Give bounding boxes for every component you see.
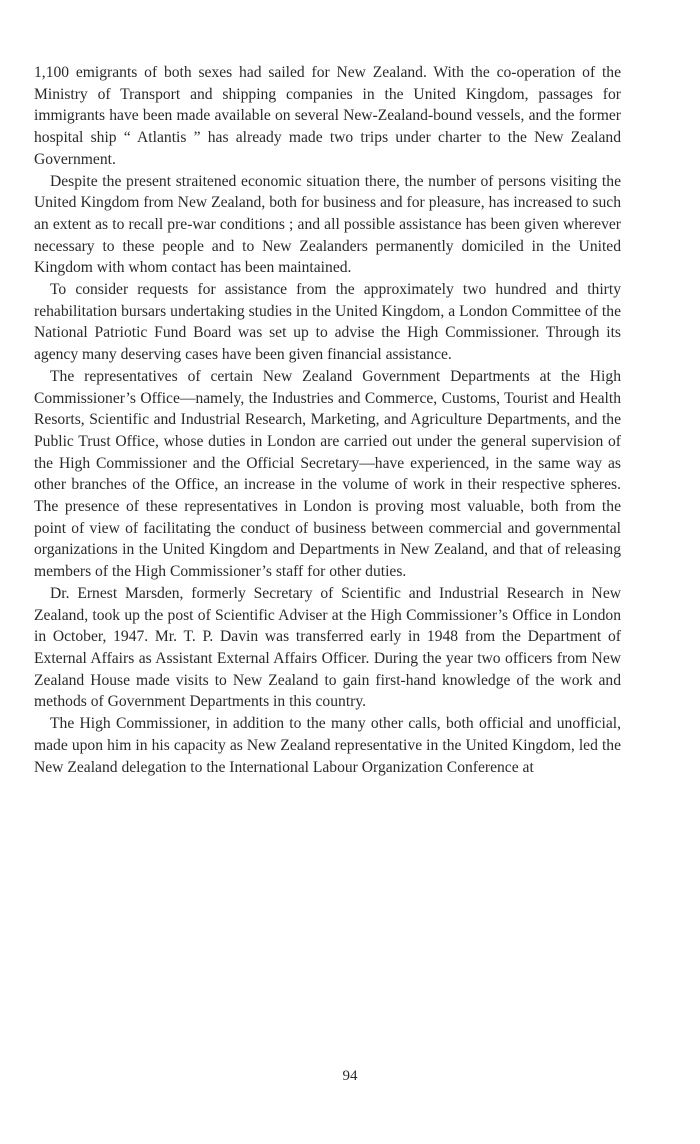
paragraph-representatives: The representatives of certain New Zealand Government Departments at the High Commissioner’s Office—namely, the Industries and Commerce, Customs, Tourist and Health Resorts, Scientific and Industrial Research, Marketing, and Agriculture Departments, and the Public Trust Office, whose duties in London are carried out under the general supervision of the High Commissioner and the Official Secretary—have experienced, in the same way as other branches of the Office, an increase in the volume of work in their respective spheres. The presence of these representatives in London is proving most valuable, both from the point of view of facilitating the conduct of business between commercial and governmental organizations in the United Kingdom and Departments in New Zealand, and that of releasing members of the High Commissioner’s staff for other duties. [34, 367, 621, 581]
page-number: 94 [342, 1068, 358, 1084]
document-page [34, 62, 621, 778]
paragraph-bursars: To consider requests for assistance from the approximately two hundred and thirty rehabilitation bursars undertaking studies in the United Kingdom, a London Committee of the National Patriotic Fund Board was set up to advise the High Commissioner. Through its agency many deserving cases have been given financial assistance. [34, 281, 621, 364]
paragraph-high-commissioner: The High Commissioner, in addition to the many other calls, both official and unofficial, made upon him in his capacity as New Zealand representative in the United Kingdom, led the New Zealand delegation to the International Labour Organization Conference at [34, 715, 621, 776]
paragraph-marsden: Dr. Ernest Marsden, formerly Secretary of Scientific and Industrial Research in New Zealand, took up the post of Scientific Adviser at the High Commissioner’s Office in London in October, 1947. Mr. T. P. Davin was transferred early in 1948 from the Department of External Affairs as Assistant External Affairs Officer. During the year two officers from New Zealand House made visits to New Zealand to gain first-hand knowledge of the work and methods of Government Departments in this country. [34, 584, 621, 711]
paragraph-emigrants: 1,100 emigrants of both sexes had sailed for New Zealand. With the co-operation of the Ministry of Transport and shipping companies in the United Kingdom, passages for immigrants have been made available on several New-Zealand-bound vessels, and the former hospital ship “ Atlantis ” has already made two trips under charter to the New Zealand Government. [34, 64, 621, 168]
paragraph-visitors: Despite the present straitened economic situation there, the number of persons visiting the United Kingdom from New Zealand, both for business and for pleasure, has increased to such an extent as to recall pre-war conditions ; and all possible assistance has been given wherever necessary to these people and to New Zealanders permanently domiciled in the United Kingdom with whom contact has been maintained. [34, 172, 621, 277]
